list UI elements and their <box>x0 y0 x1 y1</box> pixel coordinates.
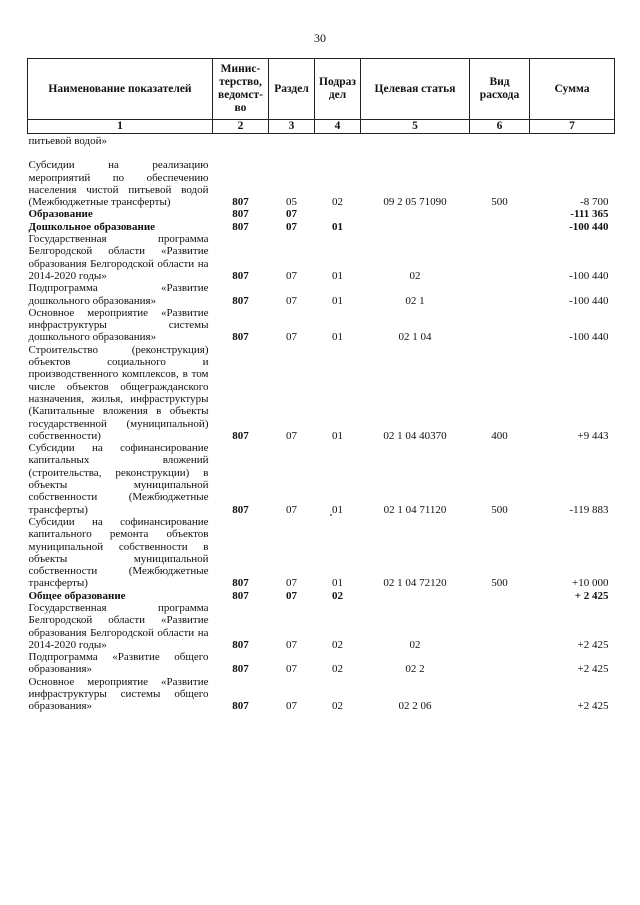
row-sum: +9 443 <box>577 429 609 442</box>
row-name: Субсидии на софинансирование капитального ремонта объектов муниципальной собственности в объекты муниципальной собственности (Межбюджетные трансферты) <box>28 515 209 590</box>
row-expense-type <box>470 307 530 344</box>
row-ministry: 807 <box>232 429 249 442</box>
row-target: 02 1 04 <box>398 331 432 344</box>
row-subsection: 01 <box>332 331 343 344</box>
row-section: 07 <box>286 700 297 713</box>
table-row <box>28 307 615 344</box>
row-target <box>361 590 470 602</box>
header-ministry: Минис-терство, ведомст-во <box>213 59 269 120</box>
row-sum: +2 425 <box>577 638 609 651</box>
header-number: 6 <box>470 120 530 134</box>
header-section: Раздел <box>269 59 315 120</box>
row-target <box>361 221 470 233</box>
table-row <box>28 233 615 282</box>
row-subsection: 01 <box>332 577 343 590</box>
row-subsection: 01 <box>332 503 343 516</box>
row-section: 07 <box>286 269 297 282</box>
row-section: 07 <box>286 294 297 307</box>
row-name: Государственная программа Белгородской области «Развитие образования Белгородской области на 2014-2020 годы» <box>28 601 209 651</box>
table-row <box>28 282 615 307</box>
header-number: 1 <box>28 120 213 134</box>
row-sum: -8 700 <box>580 196 609 209</box>
row-ministry: 807 <box>232 577 249 590</box>
row-expense-type <box>470 282 530 307</box>
header-name: Наименование показателей <box>28 59 213 120</box>
row-sum: -111 365 <box>570 208 609 221</box>
header-number: 7 <box>530 120 615 134</box>
header-number: 2 <box>213 120 269 134</box>
row-expense-type <box>470 590 530 602</box>
row-target: 02 1 <box>405 294 425 307</box>
row-sum: +2 425 <box>577 700 609 713</box>
row-target: 02 1 04 71120 <box>383 503 447 516</box>
row-subsection: 01 <box>332 294 343 307</box>
row-name: Государственная программа Белгородской области «Развитие образования Белгородской области на 2014-2020 годы» <box>28 233 209 282</box>
table-body <box>28 134 615 713</box>
row-expense-type <box>470 221 530 233</box>
row-subsection: 01 <box>332 220 343 233</box>
row-sum: -119 883 <box>569 503 609 516</box>
row-subsection <box>315 208 361 220</box>
row-name: Подпрограмма «Развитие общего образования» <box>28 651 209 676</box>
row-expense-type: 400 <box>491 429 508 442</box>
header-sum: Сумма <box>530 59 615 120</box>
row-subsection: 02 <box>332 589 343 602</box>
row-name: Субсидии на реализацию мероприятий по обеспечению населения чистой питьевой водой (Межбюджетные трансферты) <box>28 159 209 209</box>
budget-table <box>27 58 615 713</box>
row-expense-type <box>470 233 530 282</box>
row-target: 02 2 <box>405 663 425 676</box>
table-row <box>28 651 615 676</box>
row-ministry: 807 <box>232 638 249 651</box>
row-expense-type <box>470 208 530 220</box>
continuation-row <box>28 134 615 148</box>
row-name: Основное мероприятие «Развитие инфраструктуры системы общего образования» <box>28 675 209 713</box>
row-name: Субсидии на софинансирование капитальных вложений (строительства, реконструкции) в объекты муниципальной собственности (Межбюджетные трансферты) <box>28 442 209 516</box>
table-row <box>28 344 615 442</box>
row-sum: +10 000 <box>572 577 609 590</box>
row-subsection: 02 <box>332 196 343 209</box>
table-row <box>28 516 615 590</box>
row-target: 02 <box>409 638 421 651</box>
row-section: 07 <box>286 220 297 233</box>
header-target: Целевая статья <box>361 59 470 120</box>
table-row <box>28 159 615 208</box>
row-expense-type <box>470 602 530 651</box>
row-section: 05 <box>286 196 297 209</box>
row-expense-type <box>470 651 530 676</box>
row-sum: +2 425 <box>577 663 609 676</box>
row-name: Строительство (реконструкция) объектов социального и производственного комплексов, в том числе объектов общегражданского назначения, жилья, инфраструктуры (Капитальные вложения в объекты государственной (муниципальной) собственности) <box>28 343 209 442</box>
spacer-row <box>28 147 615 159</box>
table-row <box>28 676 615 713</box>
row-section: 07 <box>286 638 297 651</box>
row-section: 07 <box>286 208 297 221</box>
row-subsection: 01 <box>332 269 343 282</box>
header-number: 3 <box>269 120 315 134</box>
scan-artifact <box>330 514 332 516</box>
row-name: Дошкольное образование <box>28 220 156 233</box>
row-section: 07 <box>286 577 297 590</box>
row-subsection: 02 <box>332 663 343 676</box>
header-subsection: Подраз дел <box>315 59 361 120</box>
row-sum: -100 440 <box>569 294 609 307</box>
row-name: Общее образование <box>28 589 126 602</box>
row-subsection: 02 <box>332 700 343 713</box>
row-subsection: 01 <box>332 429 343 442</box>
row-section: 07 <box>286 589 297 602</box>
row-ministry: 807 <box>232 700 249 713</box>
table-row <box>28 602 615 651</box>
continuation-text: питьевой водой» <box>28 135 108 147</box>
row-section: 07 <box>286 503 297 516</box>
table-header <box>28 59 615 134</box>
row-ministry: 807 <box>232 503 249 516</box>
header-expense-type: Вид расхода <box>470 59 530 120</box>
row-ministry: 807 <box>232 220 249 233</box>
header-number: 4 <box>315 120 361 134</box>
row-subsection: 02 <box>332 638 343 651</box>
row-sum: -100 440 <box>569 269 609 282</box>
row-target: 02 <box>409 269 421 282</box>
row-ministry: 807 <box>232 294 249 307</box>
row-name: Образование <box>28 208 93 221</box>
table-row <box>28 208 615 220</box>
row-section: 07 <box>286 429 297 442</box>
row-ministry: 807 <box>232 196 249 209</box>
table-row <box>28 442 615 516</box>
table-row <box>28 590 615 602</box>
row-target: 02 1 04 40370 <box>383 429 447 442</box>
row-expense-type: 500 <box>491 503 508 516</box>
row-name: Основное мероприятие «Развитие инфраструктуры системы дошкольного образования» <box>28 306 209 344</box>
row-ministry: 807 <box>232 269 249 282</box>
header-number: 5 <box>361 120 470 134</box>
row-sum: + 2 425 <box>574 589 609 602</box>
row-ministry: 807 <box>232 663 249 676</box>
table-row <box>28 221 615 233</box>
row-target: 02 1 04 72120 <box>383 577 447 590</box>
row-ministry: 807 <box>232 208 249 221</box>
row-ministry: 807 <box>232 589 249 602</box>
row-section: 07 <box>286 331 297 344</box>
row-sum: -100 440 <box>569 220 609 233</box>
row-name: Подпрограмма «Развитие дошкольного образования» <box>28 282 209 307</box>
row-target: 09 2 05 71090 <box>383 196 447 209</box>
row-expense-type <box>470 676 530 713</box>
row-expense-type: 500 <box>491 196 508 209</box>
row-sum: -100 440 <box>569 331 609 344</box>
row-expense-type: 500 <box>491 577 508 590</box>
row-target: 02 2 06 <box>398 700 432 713</box>
row-section: 07 <box>286 663 297 676</box>
page-number: 30 <box>314 31 326 45</box>
row-target <box>361 208 470 220</box>
row-ministry: 807 <box>232 331 249 344</box>
